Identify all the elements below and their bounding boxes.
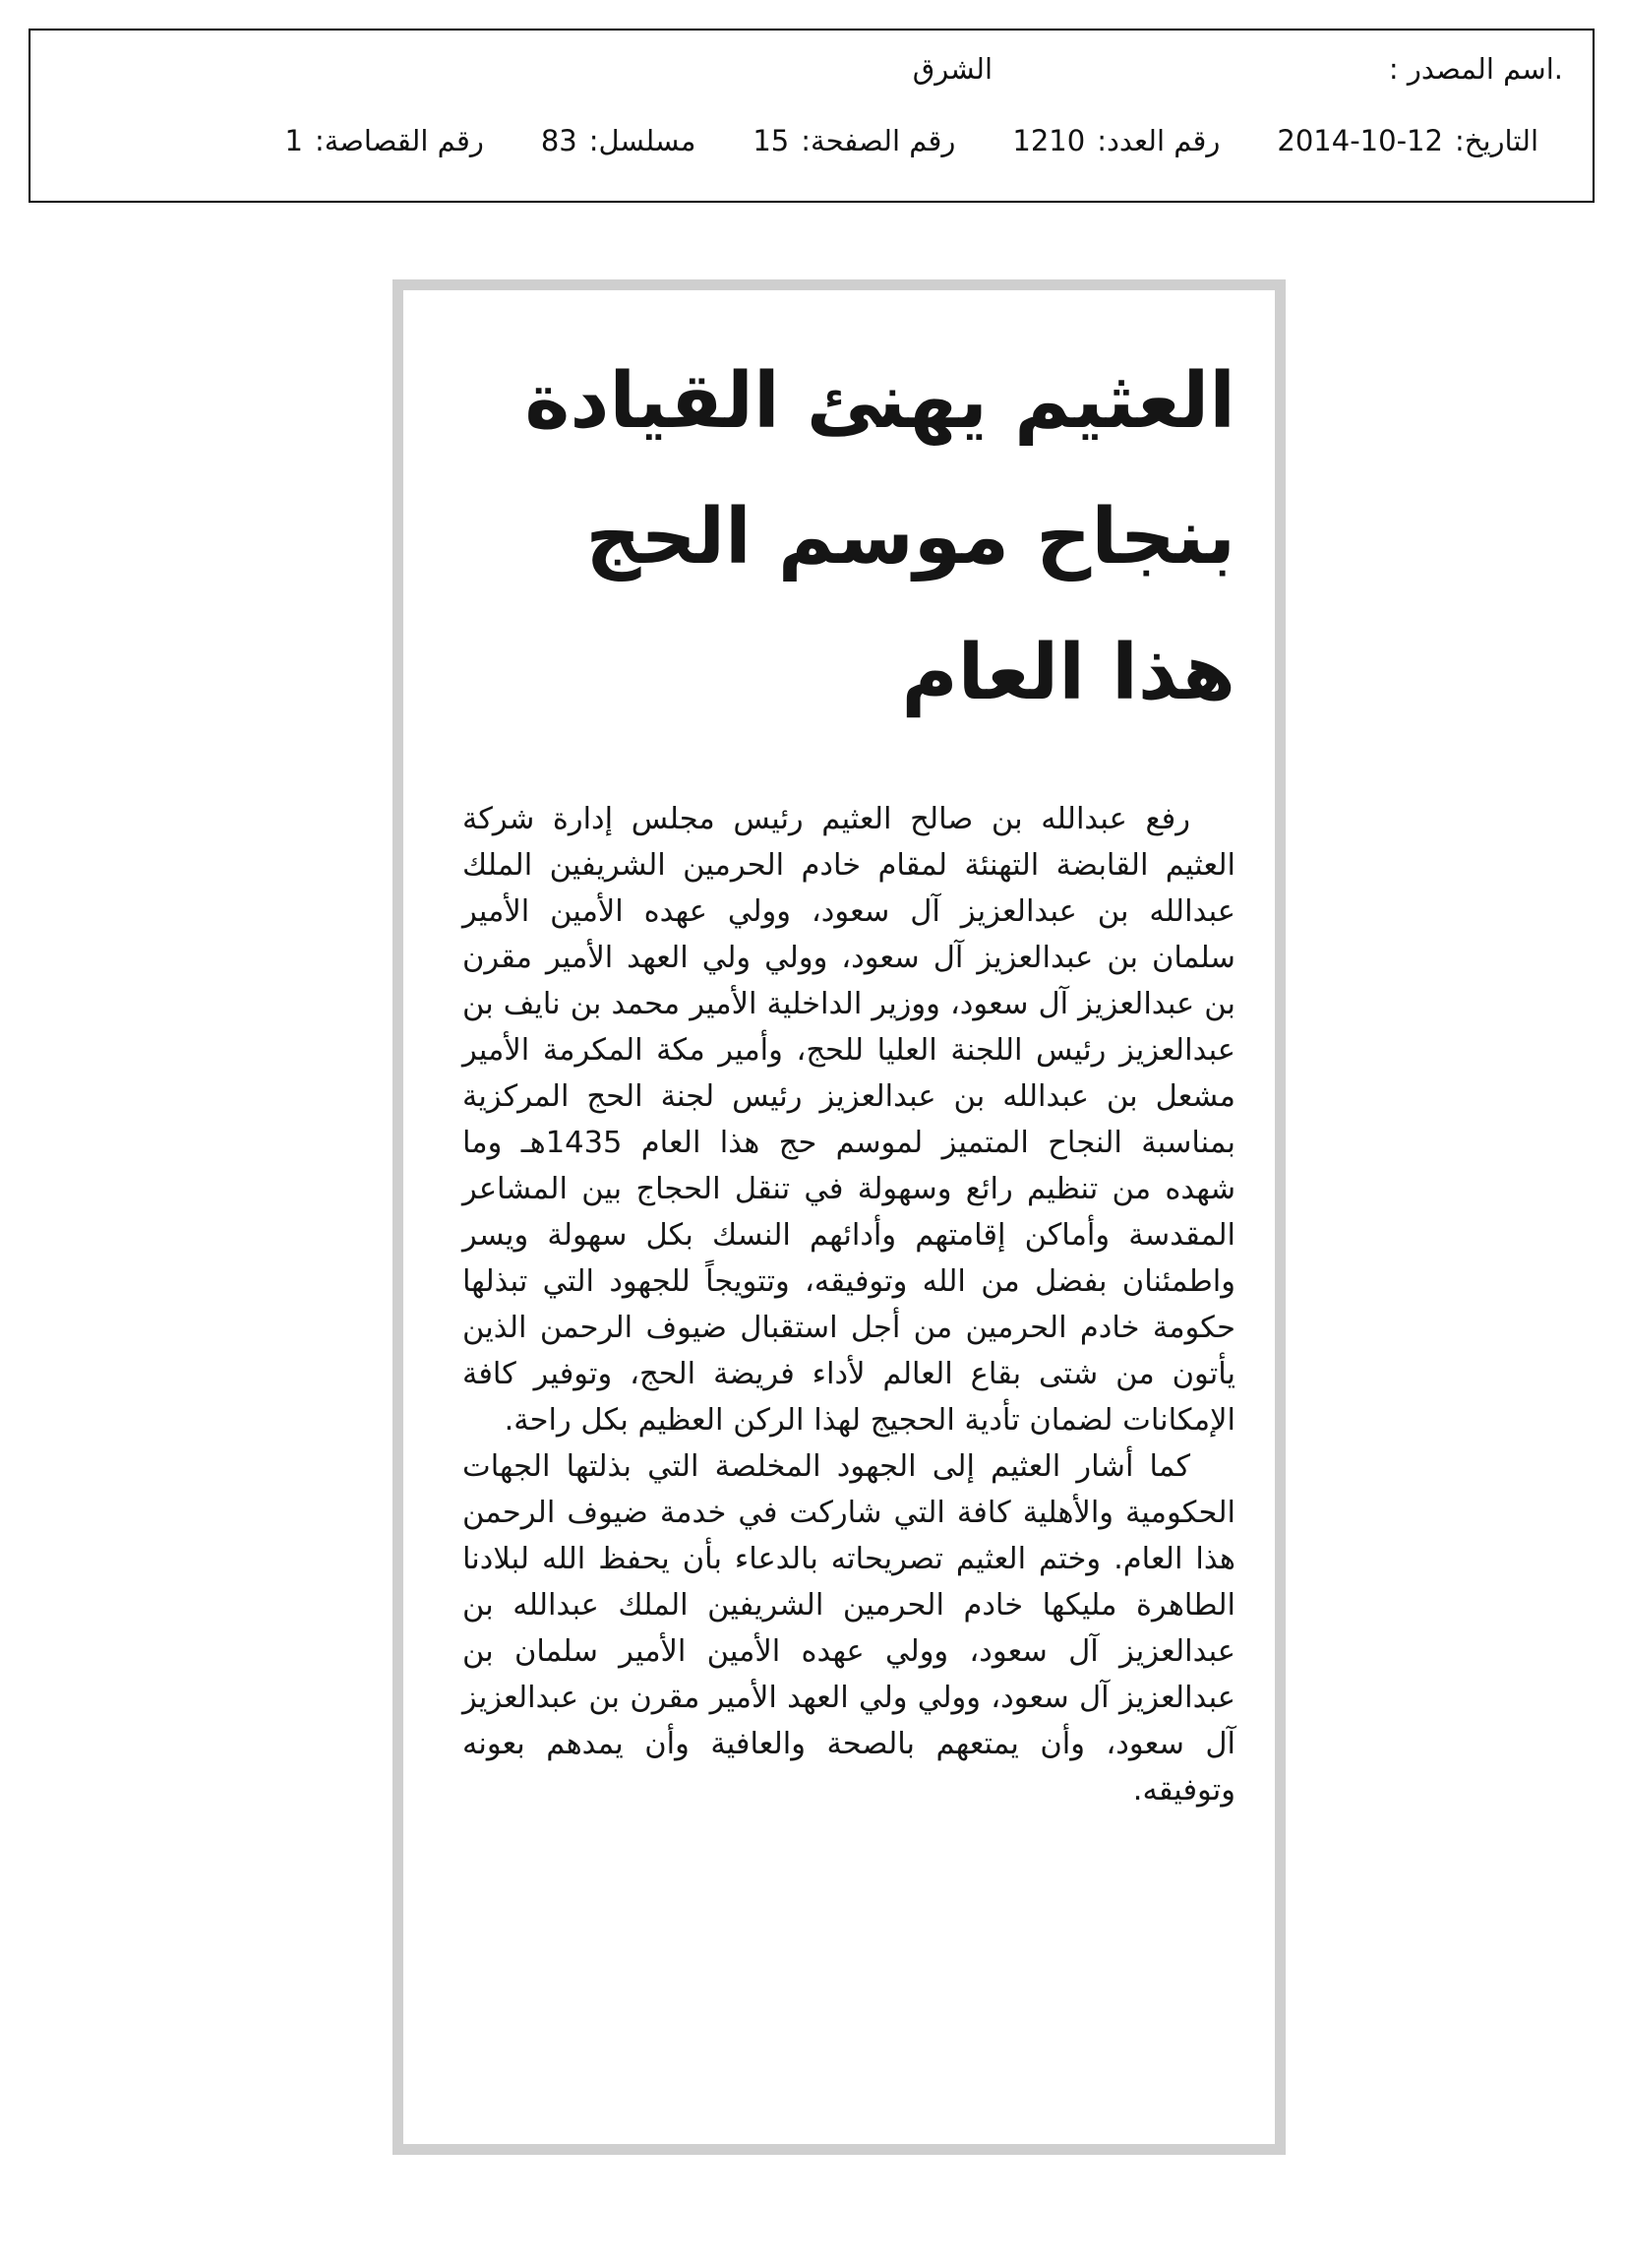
issue-field [1012,124,1220,157]
clipping-content [403,290,1275,2144]
issue-value: 1210 [1012,124,1086,157]
source-line [912,52,1563,86]
issue-details-line [285,124,1539,157]
article-paragraph: رفع عبدالله بن صالح العثيم رئيس مجلس إدارة شركة العثيم القابضة التهنئة لمقام خادم الحرمين الشريفين الملك عبدالله بن عبدالعزيز آل سعود، وولي عهده الأمين الأمير سلمان بن عبدالعزيز آل سعود، وولي ولي العهد الأمير مقرن بن عبدالعزيز آل سعود، ووزير الداخلية الأمير محمد بن نايف بن عبدالعزيز رئيس اللجنة العليا للحج، وأمير مكة المكرمة الأمير مشعل بن عبدالله بن عبدالعزيز رئيس لجنة الحج المركزية بمناسبة النجاح المتميز لموسم حج هذا العام 1435هـ وما شهده من تنظيم رائع وسهولة في تنقل الحجاج بين المشاعر المقدسة وأماكن إقامتهم وأدائهم النسك بكل سهولة ويسر واطمئنان بفضل من الله وتوفيقه، وتتويجاً للجهود التي تبذلها حكومة خادم الحرمين من أجل استقبال ضيوف الرحمن الذين يأتون من شتى بقاع العالم لأداء فريضة الحج، وتوفير كافة الإمكانات لضمان تأدية الحجيج لهذا الركن العظيم بكل راحة. [462,802,1235,1438]
newspaper-clipping [392,279,1286,2155]
source-metadata-box [29,29,1595,203]
serial-field [541,124,696,157]
clip-value: 1 [284,124,303,157]
serial-value: 83 [540,124,577,157]
clip-number-field [285,124,484,157]
page-value: 15 [753,124,790,157]
clip-label: رقم القصاصة: [314,124,484,157]
article-headline: العثيم يهنئ القيادة بنجاح موسم الحج هذا العام [524,357,1235,717]
serial-label: مسلسل: [588,124,696,157]
date-field [1277,124,1538,157]
source-label: .اسم المصدر : [1388,52,1563,86]
page-label: رقم الصفحة: [801,124,956,157]
date-value: 2014-10-12 [1277,124,1443,157]
article-body [462,796,1235,1813]
source-name: الشرق [912,52,993,86]
article-paragraph: كما أشار العثيم إلى الجهود المخلصة التي بذلتها الجهات الحكومية والأهلية كافة التي شاركت في خدمة ضيوف الرحمن هذا العام. وختم العثيم تصريحاته بالدعاء بأن يحفظ الله لبلادنا الطاهرة مليكها خادم الحرمين الشريفين الملك عبدالله بن عبدالعزيز آل سعود، وولي عهده الأمين الأمير سلمان بن عبدالعزيز آل سعود، وولي ولي العهد الأمير مقرن بن عبدالعزيز آل سعود، وأن يمتعهم بالصحة والعافية وأن يمدهم بعونه وتوفيقه. [462,1449,1235,1808]
page-field [753,124,955,157]
date-label: التاريخ: [1454,124,1538,157]
issue-label: رقم العدد: [1097,124,1221,157]
